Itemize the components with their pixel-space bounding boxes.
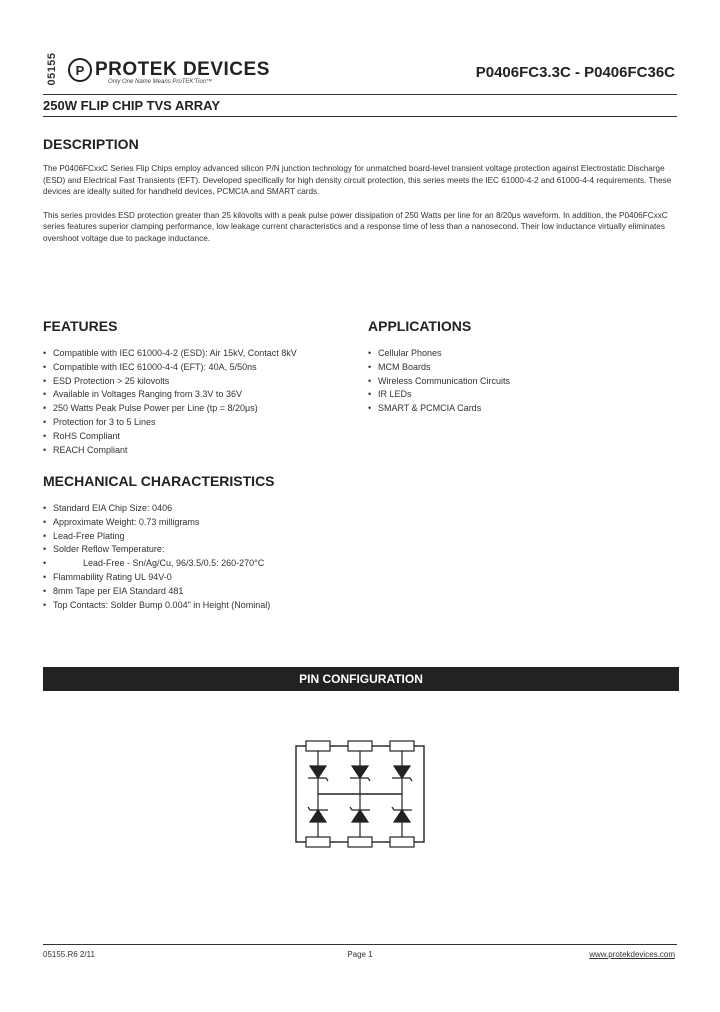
mechanical-item: • 8mm Tape per EIA Standard 481 <box>43 585 403 599</box>
tvs-diode-icon <box>392 807 412 822</box>
tvs-diode-icon <box>350 807 370 822</box>
mechanical-item: • Top Contacts: Solder Bump 0.004" in Height (Nominal) <box>43 599 403 613</box>
feature-item: • Protection for 3 to 5 Lines <box>43 416 353 430</box>
pin-pad <box>348 837 372 847</box>
feature-item: • Compatible with IEC 61000-4-2 (ESD): Air 15kV, Contact 8kV <box>43 347 353 361</box>
description-heading: DESCRIPTION <box>43 136 139 152</box>
application-item: • Cellular Phones <box>368 347 668 361</box>
tvs-diode-icon <box>308 766 328 781</box>
pin-pad <box>348 741 372 751</box>
pin-pad <box>390 837 414 847</box>
page-number: Page 1 <box>347 950 373 959</box>
subtitle-divider <box>43 116 677 117</box>
header-divider <box>43 94 677 95</box>
feature-item: • REACH Compliant <box>43 444 353 458</box>
feature-item: • 250 Watts Peak Pulse Power per Line (tp = 8/20μs) <box>43 402 353 416</box>
pin-configuration-heading: PIN CONFIGURATION <box>43 667 679 691</box>
applications-heading: APPLICATIONS <box>368 318 472 334</box>
feature-item: • Available in Voltages Ranging from 3.3V to 36V <box>43 388 353 402</box>
mechanical-subitem: Lead-Free - Sn/Ag/Cu, 96/3.5/0.5: 260-270°C <box>83 558 265 569</box>
mechanical-item: • Standard EIA Chip Size: 0406 <box>43 502 403 516</box>
features-heading: FEATURES <box>43 318 118 334</box>
mechanical-item <box>43 557 403 571</box>
application-item: • Wireless Communication Circuits <box>368 375 668 389</box>
mechanical-list <box>43 502 403 612</box>
description-paragraph-1: The P0406FCxxC Series Flip Chips employ advanced silicon P/N junction technology for unmatched board-level transient voltage protection against Electrostatic Discharge (ESD) and Electrical Fast Transients (EFT). Developed specifically for high density circuit protection, this series meets the IEC 61000-4-2 and 61000-4-4 requirements. These devices are ideally suited for handheld devices, PCMCIA and SMART cards. <box>43 164 672 196</box>
description-body <box>43 163 677 256</box>
pin-pad <box>306 741 330 751</box>
application-item: • IR LEDs <box>368 388 668 402</box>
tvs-diode-icon <box>350 766 370 781</box>
pin-configuration-diagram <box>290 738 430 850</box>
document-number-text: 05155 <box>46 52 58 86</box>
pin-pad <box>390 741 414 751</box>
product-subtitle: 250W FLIP CHIP TVS ARRAY <box>43 98 220 113</box>
feature-item: • Compatible with IEC 61000-4-4 (EFT): 40A, 5/50ns <box>43 361 353 375</box>
applications-list <box>368 347 668 416</box>
mechanical-item: • Lead-Free Plating <box>43 530 403 544</box>
mechanical-item: • Approximate Weight: 0.73 milligrams <box>43 516 403 530</box>
feature-item: • ESD Protection > 25 kilovolts <box>43 375 353 389</box>
tvs-diode-icon <box>392 766 412 781</box>
mechanical-item: • Flammability Rating UL 94V-0 <box>43 571 403 585</box>
application-item: • SMART & PCMCIA Cards <box>368 402 668 416</box>
tvs-diode-icon <box>308 807 328 822</box>
logo-text: PROTEK DEVICES <box>95 59 270 80</box>
company-tagline: Only One Name Means ProTEK'Tion™ <box>108 79 213 85</box>
mechanical-heading: MECHANICAL CHARACTERISTICS <box>43 473 275 489</box>
feature-item: • RoHS Compliant <box>43 430 353 444</box>
application-item: • MCM Boards <box>368 361 668 375</box>
part-number-range: P0406FC3.3C - P0406FC36C <box>475 64 675 81</box>
website-link[interactable]: www.protekdevices.com <box>589 950 675 959</box>
document-number <box>43 46 61 92</box>
logo-mark: P <box>68 58 92 82</box>
revision-code: 05155.R6 2/11 <box>43 950 95 959</box>
pin-pad <box>306 837 330 847</box>
footer-divider <box>43 944 677 945</box>
description-paragraph-2: This series provides ESD protection greater than 25 kilovolts with a peak pulse power dissipation of 250 Watts per line for an 8/20μs waveform. In addition, the P0406FCxxC series features superior clamping performance, low leakage current characteristics and a response time of less than a nanosecond. Their low inductance virtually eliminates overshoot voltage due to package inductance. <box>43 210 668 243</box>
mechanical-item: • Solder Reflow Temperature: <box>43 543 403 557</box>
features-list <box>43 347 353 457</box>
